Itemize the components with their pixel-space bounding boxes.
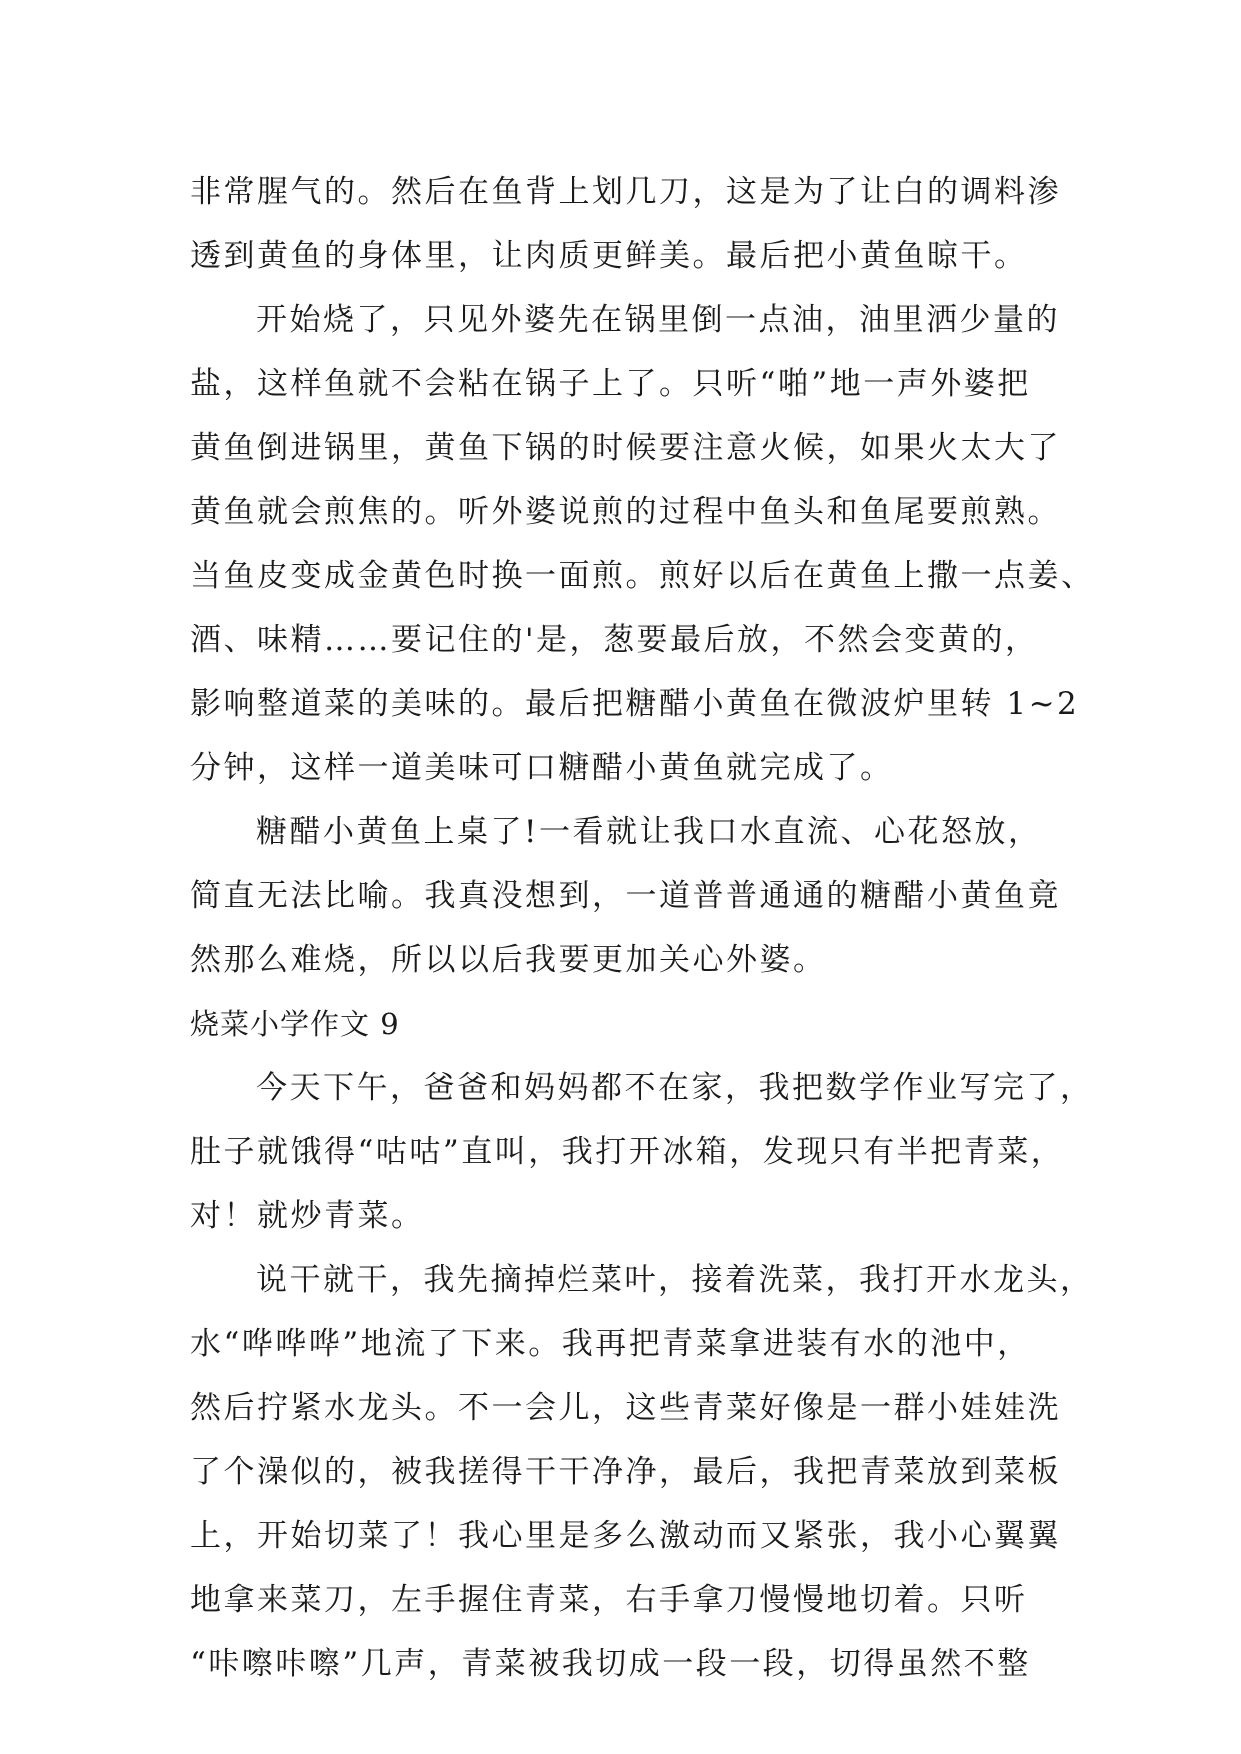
paragraph-line: 地拿来菜刀，左手握住青菜，右手拿刀慢慢地切着。只听 [190, 1582, 1028, 1618]
paragraph-line: 分钟，这样一道美味可口糖醋小黄鱼就完成了。 [190, 750, 894, 786]
paragraph-line: 简直无法比喻。我真没想到，一道普普通通的糖醋小黄鱼竟 [190, 878, 1061, 914]
paragraph-line: 当鱼皮变成金黄色时换一面煎。煎好以后在黄鱼上撒一点姜、 [190, 558, 1095, 594]
paragraph-line: “咔嚓咔嚓”几声，青菜被我切成一段一段，切得虽然不整 [190, 1646, 1031, 1682]
paragraph-line: 酒、味精……要记住的'是，葱要最后放，不然会变黄的， [190, 622, 1039, 658]
paragraph-line: 今天下午，爸爸和妈妈都不在家，我把数学作业写完了， [256, 1070, 1094, 1106]
paragraph-line: 然后拧紧水龙头。不一会儿，这些青菜好像是一群小娃娃洗 [190, 1390, 1061, 1426]
paragraph-line: 黄鱼倒进锅里，黄鱼下锅的时候要注意火候，如果火太大了 [190, 430, 1061, 466]
paragraph-line: 水“哗哗哗”地流了下来。我再把青菜拿进装有水的池中， [190, 1326, 1031, 1362]
paragraph-line: 对！就炒青菜。 [190, 1198, 425, 1234]
paragraph-line: 肚子就饿得“咕咕”直叫，我打开冰箱，发现只有半把青菜， [190, 1134, 1065, 1170]
article-body [190, 160, 1095, 1696]
paragraph-line: 黄鱼就会煎焦的。听外婆说煎的过程中鱼头和鱼尾要煎熟。 [190, 494, 1061, 530]
paragraph-line: 上，开始切菜了！我心里是多么激动而又紧张，我小心翼翼 [190, 1518, 1061, 1554]
paragraph-line: 然那么难烧，所以以后我要更加关心外婆。 [190, 942, 827, 978]
paragraph-line: 非常腥气的。然后在鱼背上划几刀，这是为了让白的调料渗 [190, 174, 1061, 210]
paragraph-line: 说干就干，我先摘掉烂菜叶，接着洗菜，我打开水龙头， [256, 1262, 1094, 1298]
paragraph-line: 糖醋小黄鱼上桌了!一看就让我口水直流、心花怒放， [256, 814, 1042, 850]
section-heading: 烧菜小学作文 9 [190, 1007, 400, 1041]
paragraph-line: 开始烧了，只见外婆先在锅里倒一点油，油里洒少量的 [256, 302, 1060, 338]
paragraph-line: 盐，这样鱼就不会粘在锅子上了。只听“啪”地一声外婆把 [190, 366, 1031, 402]
paragraph-line: 影响整道菜的美味的。最后把糖醋小黄鱼在微波炉里转 1~2 [190, 686, 1080, 722]
paragraph-line: 了个澡似的，被我搓得干干净净，最后，我把青菜放到菜板 [190, 1454, 1061, 1490]
paragraph-line: 透到黄鱼的身体里，让肉质更鲜美。最后把小黄鱼晾干。 [190, 238, 1028, 274]
